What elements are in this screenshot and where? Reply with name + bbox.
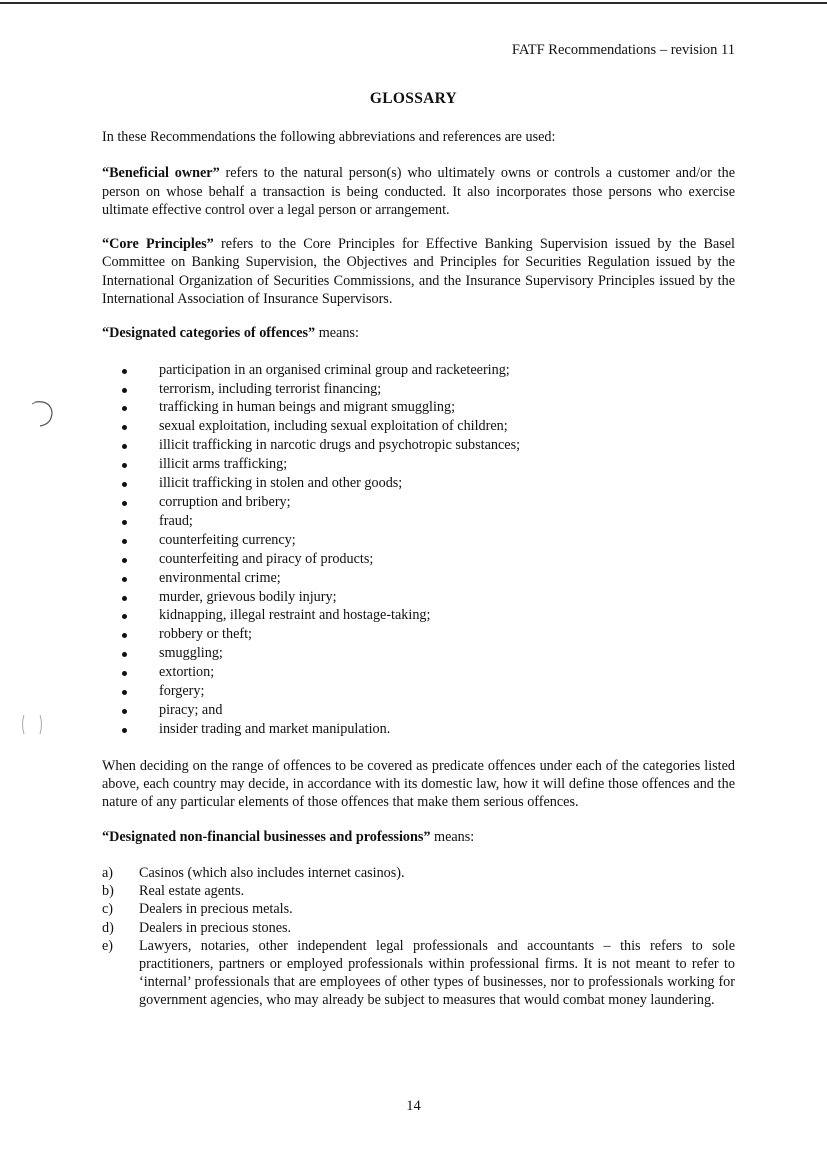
- list-letter: e): [102, 937, 114, 954]
- term-core-principles: “Core Principles”: [102, 236, 214, 253]
- term-dnfbp: “Designated non-financial businesses and professions”: [102, 828, 431, 845]
- bullet-icon: [122, 709, 127, 714]
- dnfbp-item-text: Casinos (which also includes internet casinos).: [139, 864, 405, 881]
- offence-category-text: illicit trafficking in stolen and other goods;: [159, 475, 403, 492]
- bullet-icon: [122, 671, 127, 676]
- offence-category-item: [102, 512, 735, 531]
- definition-suffix: means:: [430, 828, 475, 845]
- definition-core-principles: [102, 235, 735, 308]
- dnfbp-item-text: Dealers in precious metals.: [139, 901, 293, 918]
- list-letter: a): [102, 864, 114, 881]
- offence-category-text: trafficking in human beings and migrant smuggling;: [159, 399, 456, 416]
- offence-category-item: [102, 380, 735, 399]
- bullet-icon: [122, 558, 127, 563]
- offence-category-item: [102, 436, 735, 455]
- bullet-icon: [122, 577, 127, 582]
- offence-category-item: [102, 550, 735, 569]
- offence-category-item: [102, 493, 735, 512]
- dnfbp-item: [102, 864, 735, 882]
- dnfbp-list: [102, 864, 735, 1010]
- term-beneficial-owner: “Beneficial owner”: [102, 165, 220, 182]
- intro-paragraph: In these Recommendations the following abbreviations and references are used:: [102, 129, 556, 145]
- offence-category-item: [102, 663, 735, 682]
- dnfbp-item: [102, 919, 735, 937]
- offence-category-text: terrorism, including terrorist financing;: [159, 380, 382, 397]
- offence-category-item: [102, 398, 735, 417]
- bullet-icon: [122, 520, 127, 525]
- bullet-icon: [122, 614, 127, 619]
- bullet-icon: [122, 728, 127, 733]
- offence-category-text: counterfeiting and piracy of products;: [159, 550, 374, 567]
- page-number: 14: [406, 1098, 421, 1114]
- offence-category-item: [102, 417, 735, 436]
- definition-dnfbp: [102, 828, 735, 846]
- top-border-line: [0, 2, 827, 4]
- offence-category-text: smuggling;: [159, 645, 223, 662]
- offence-category-item: [102, 701, 735, 720]
- bullet-icon: [122, 463, 127, 468]
- bullet-icon: [122, 482, 127, 487]
- dnfbp-item-text: Lawyers, notaries, other independent legal professionals and accountants – this refers to sole practitioners, partners or employed professionals within professional firms. It is not meant to refer to ‘internal’ professionals that are employees of other types of businesses, nor to professionals working for government agencies, who may already be subject to measures that would combat money laundering.: [139, 937, 735, 1009]
- offence-category-text: illicit trafficking in narcotic drugs and psychotropic substances;: [159, 437, 521, 454]
- bullet-icon: [122, 444, 127, 449]
- bullet-icon: [122, 388, 127, 393]
- offence-categories-list: [102, 361, 735, 739]
- offence-category-item: [102, 531, 735, 550]
- bullet-icon: [122, 652, 127, 657]
- dnfbp-item-text: Dealers in precious stones.: [139, 919, 292, 936]
- offence-category-text: kidnapping, illegal restraint and hostage-taking;: [159, 607, 431, 624]
- bullet-icon: [122, 596, 127, 601]
- running-header: FATF Recommendations – revision 11: [511, 42, 735, 58]
- offence-category-text: participation in an organised criminal group and racketeering;: [159, 361, 510, 378]
- offence-category-item: [102, 720, 735, 739]
- offence-category-text: murder, grievous bodily injury;: [159, 588, 337, 605]
- offence-category-item: [102, 361, 735, 380]
- offence-category-text: sexual exploitation, including sexual exploitation of children;: [159, 418, 508, 435]
- offence-category-text: extortion;: [159, 664, 215, 681]
- offence-category-text: insider trading and market manipulation.: [159, 720, 391, 737]
- offence-category-item: [102, 569, 735, 588]
- list-letter: d): [102, 919, 114, 936]
- margin-scan-mark-top: [30, 396, 60, 430]
- dnfbp-item: [102, 882, 735, 900]
- definition-text: refers to the natural person(s) who ultimately owns or controls a customer and/or the person on whose behalf a transaction is being conducted. It also incorporates those persons who exercise ultimate effective control over a legal person or arrangement.: [102, 165, 735, 218]
- offence-category-text: corruption and bribery;: [159, 494, 291, 511]
- list-letter: c): [102, 901, 114, 918]
- margin-scan-mark-bottom: [18, 712, 48, 738]
- list-letter: b): [102, 883, 114, 900]
- definition-suffix: means:: [315, 325, 359, 342]
- offence-category-item: [102, 455, 735, 474]
- bullet-icon: [122, 633, 127, 638]
- definition-beneficial-owner: [102, 164, 735, 219]
- offence-category-text: counterfeiting currency;: [159, 531, 296, 548]
- offence-category-item: [102, 644, 735, 663]
- dnfbp-item: [102, 937, 735, 1010]
- offence-category-item: [102, 588, 735, 607]
- bullet-icon: [122, 539, 127, 544]
- offence-category-item: [102, 625, 735, 644]
- bullet-icon: [122, 369, 127, 374]
- offence-category-text: robbery or theft;: [159, 626, 252, 643]
- bullet-icon: [122, 690, 127, 695]
- bullet-icon: [122, 406, 127, 411]
- offences-closing-paragraph: When deciding on the range of offences to be covered as predicate offences under each of the categories listed above, each country may decide, in accordance with its domestic law, how it will define those offences and the nature of any particular elements of those offences that make them serious offences.: [102, 757, 735, 811]
- dnfbp-item: [102, 900, 735, 918]
- term-designated-categories: “Designated categories of offences”: [102, 325, 316, 342]
- definition-text: refers to the Core Principles for Effective Banking Supervision issued by the Basel Committee on Banking Supervision, the Objectives and Principles for Securities Regulation issued by the International Organization of Securities Commissions, and the Insurance Supervisory Principles issued by the International Association of Insurance Supervisors.: [102, 236, 735, 308]
- page-title: GLOSSARY: [369, 90, 458, 107]
- offence-category-text: environmental crime;: [159, 569, 281, 586]
- glossary-body: [102, 128, 735, 1010]
- offence-category-item: [102, 474, 735, 493]
- offence-category-text: forgery;: [159, 683, 205, 700]
- offence-category-text: illicit arms trafficking;: [159, 456, 288, 473]
- offence-category-item: [102, 606, 735, 625]
- offence-category-text: fraud;: [159, 512, 193, 529]
- bullet-icon: [122, 501, 127, 506]
- offence-category-item: [102, 682, 735, 701]
- dnfbp-item-text: Real estate agents.: [139, 883, 245, 900]
- definition-designated-categories: [102, 324, 735, 342]
- bullet-icon: [122, 425, 127, 430]
- offence-category-text: piracy; and: [159, 701, 223, 718]
